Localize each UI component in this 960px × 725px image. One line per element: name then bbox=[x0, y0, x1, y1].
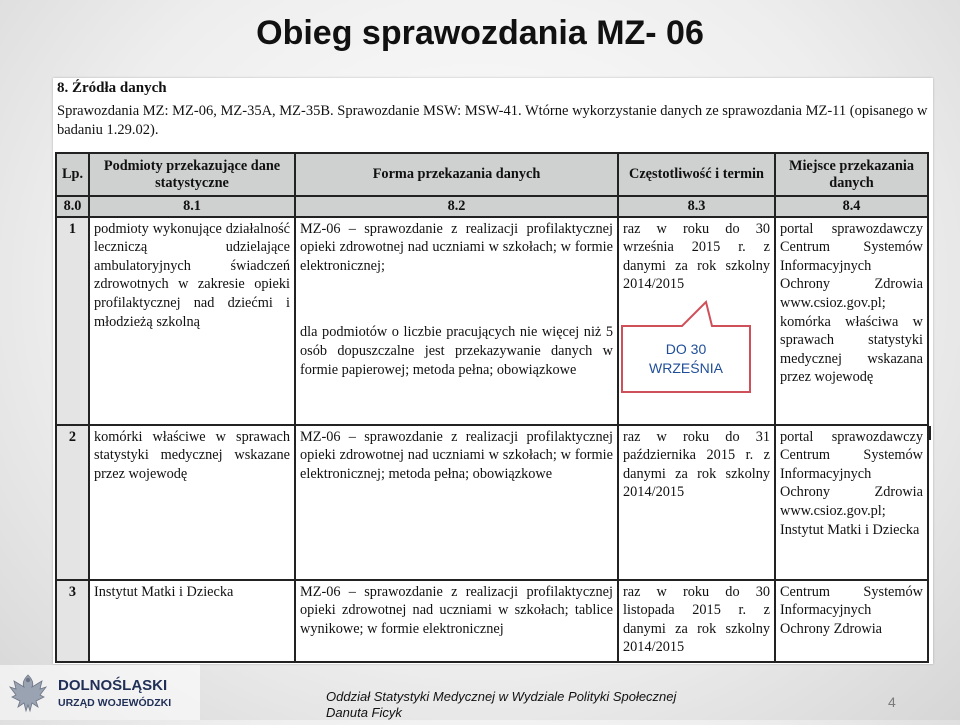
number-col4: 8.4 bbox=[775, 196, 928, 217]
number-lp: 8.0 bbox=[56, 196, 89, 217]
deadline-callout bbox=[620, 300, 752, 394]
document-scan bbox=[53, 78, 933, 664]
page-number: 4 bbox=[888, 694, 896, 710]
header-col1: Podmioty przekazujące dane statystyczne bbox=[89, 153, 295, 196]
number-col2: 8.2 bbox=[295, 196, 618, 217]
row-frequency: raz w roku do 30 września 2015 r. z danymi za rok szkolny 2014/2015 bbox=[618, 217, 775, 425]
row-form-part2: dla podmiotów o liczbie pracujących nie więcej niż 5 osób dopuszczalne jest przekazywanie danych w formie papierowej; metoda pełna; obowiązkowe bbox=[300, 324, 613, 378]
row-frequency: raz w roku do 31 października 2015 r. z danymi za rok szkolny 2014/2015 bbox=[618, 425, 775, 580]
row-lp: 3 bbox=[56, 580, 89, 662]
header-lp: Lp. bbox=[56, 153, 89, 196]
data-sources-table bbox=[55, 152, 929, 663]
callout-line2: WRZEŚNIA bbox=[649, 360, 723, 376]
table-row bbox=[56, 425, 928, 580]
row-destination: portal sprawozdawczy Centrum Systemów Informacyjnych Ochrony Zdrowia www.csioz.gov.pl; komórka właściwa w sprawach statystyki medycznej wskazana przez wojewodę bbox=[775, 217, 928, 425]
table-number-row bbox=[56, 196, 928, 217]
header-col3: Częstotliwość i termin bbox=[618, 153, 775, 196]
row-form: MZ-06 – sprawozdanie z realizacji profilaktycznej opieki zdrowotnej nad uczniami w szkołach; tablice wynikowe; w formie elektronicznej bbox=[295, 580, 618, 662]
footer-line1: Oddział Statystyki Medycznej w Wydziale Polityki Społecznej bbox=[326, 689, 677, 704]
row-form-part1: MZ-06 – sprawozdanie z realizacji profilaktycznej opieki zdrowotnej nad uczniami w szkołach; w formie elektronicznej; bbox=[300, 220, 613, 274]
text-cursor-mark bbox=[929, 426, 931, 440]
eagle-emblem-icon bbox=[0, 665, 200, 720]
section-heading: 8. Źródła danych bbox=[57, 80, 167, 96]
row-form: MZ-06 – sprawozdanie z realizacji profilaktycznej opieki zdrowotnej nad uczniami w szkołach; w formie elektronicznej; metoda pełna; obowiązkowe bbox=[295, 425, 618, 580]
logo-line2: URZĄD WOJEWÓDZKI bbox=[58, 697, 172, 709]
number-col3: 8.3 bbox=[618, 196, 775, 217]
intro-paragraph: Sprawozdania MZ: MZ-06, MZ-35A, MZ-35B. Sprawozdanie MSW: MSW-41. Wtórne wykorzystanie danych ze sprawozdania MZ-11 (opisanego w badaniu 1.29.02). bbox=[57, 103, 928, 138]
row-frequency: raz w roku do 30 listopada 2015 r. z danymi za rok szkolny 2014/2015 bbox=[618, 580, 775, 662]
header-col2: Forma przekazania danych bbox=[295, 153, 618, 196]
row-form bbox=[295, 217, 618, 425]
row-lp: 2 bbox=[56, 425, 89, 580]
logo-line1: DOLNOŚLĄSKI bbox=[58, 677, 168, 694]
row-destination: Centrum Systemów Informacyjnych Ochrony Zdrowia bbox=[775, 580, 928, 662]
row-entity: Instytut Matki i Dziecka bbox=[89, 580, 295, 662]
table-row bbox=[56, 217, 928, 425]
footer-logo bbox=[0, 665, 200, 720]
row-entity: podmioty wykonujące działalność leczniczą udzielające ambulatoryjnych świadczeń zdrowotnych w zakresie opieki profilaktycznej nad dziećmi i młodzieżą szkolną bbox=[89, 217, 295, 425]
callout-line1: DO 30 bbox=[665, 341, 707, 357]
table-header-row bbox=[56, 153, 928, 196]
row-destination: portal sprawozdawczy Centrum Systemów Informacyjnych Ochrony Zdrowia www.csioz.gov.pl; Instytut Matki i Dziecka bbox=[775, 425, 928, 580]
slide-title: Obieg sprawozdania MZ- 06 bbox=[256, 14, 704, 52]
number-col1: 8.1 bbox=[89, 196, 295, 217]
footer-credits bbox=[326, 689, 676, 721]
table-row bbox=[56, 580, 928, 662]
header-col4: Miejsce przekazania danych bbox=[775, 153, 928, 196]
row-lp: 1 bbox=[56, 217, 89, 425]
footer-line2: Danuta Ficyk bbox=[326, 705, 402, 720]
row-entity: komórki właściwe w sprawach statystyki medycznej wskazane przez wojewodę bbox=[89, 425, 295, 580]
